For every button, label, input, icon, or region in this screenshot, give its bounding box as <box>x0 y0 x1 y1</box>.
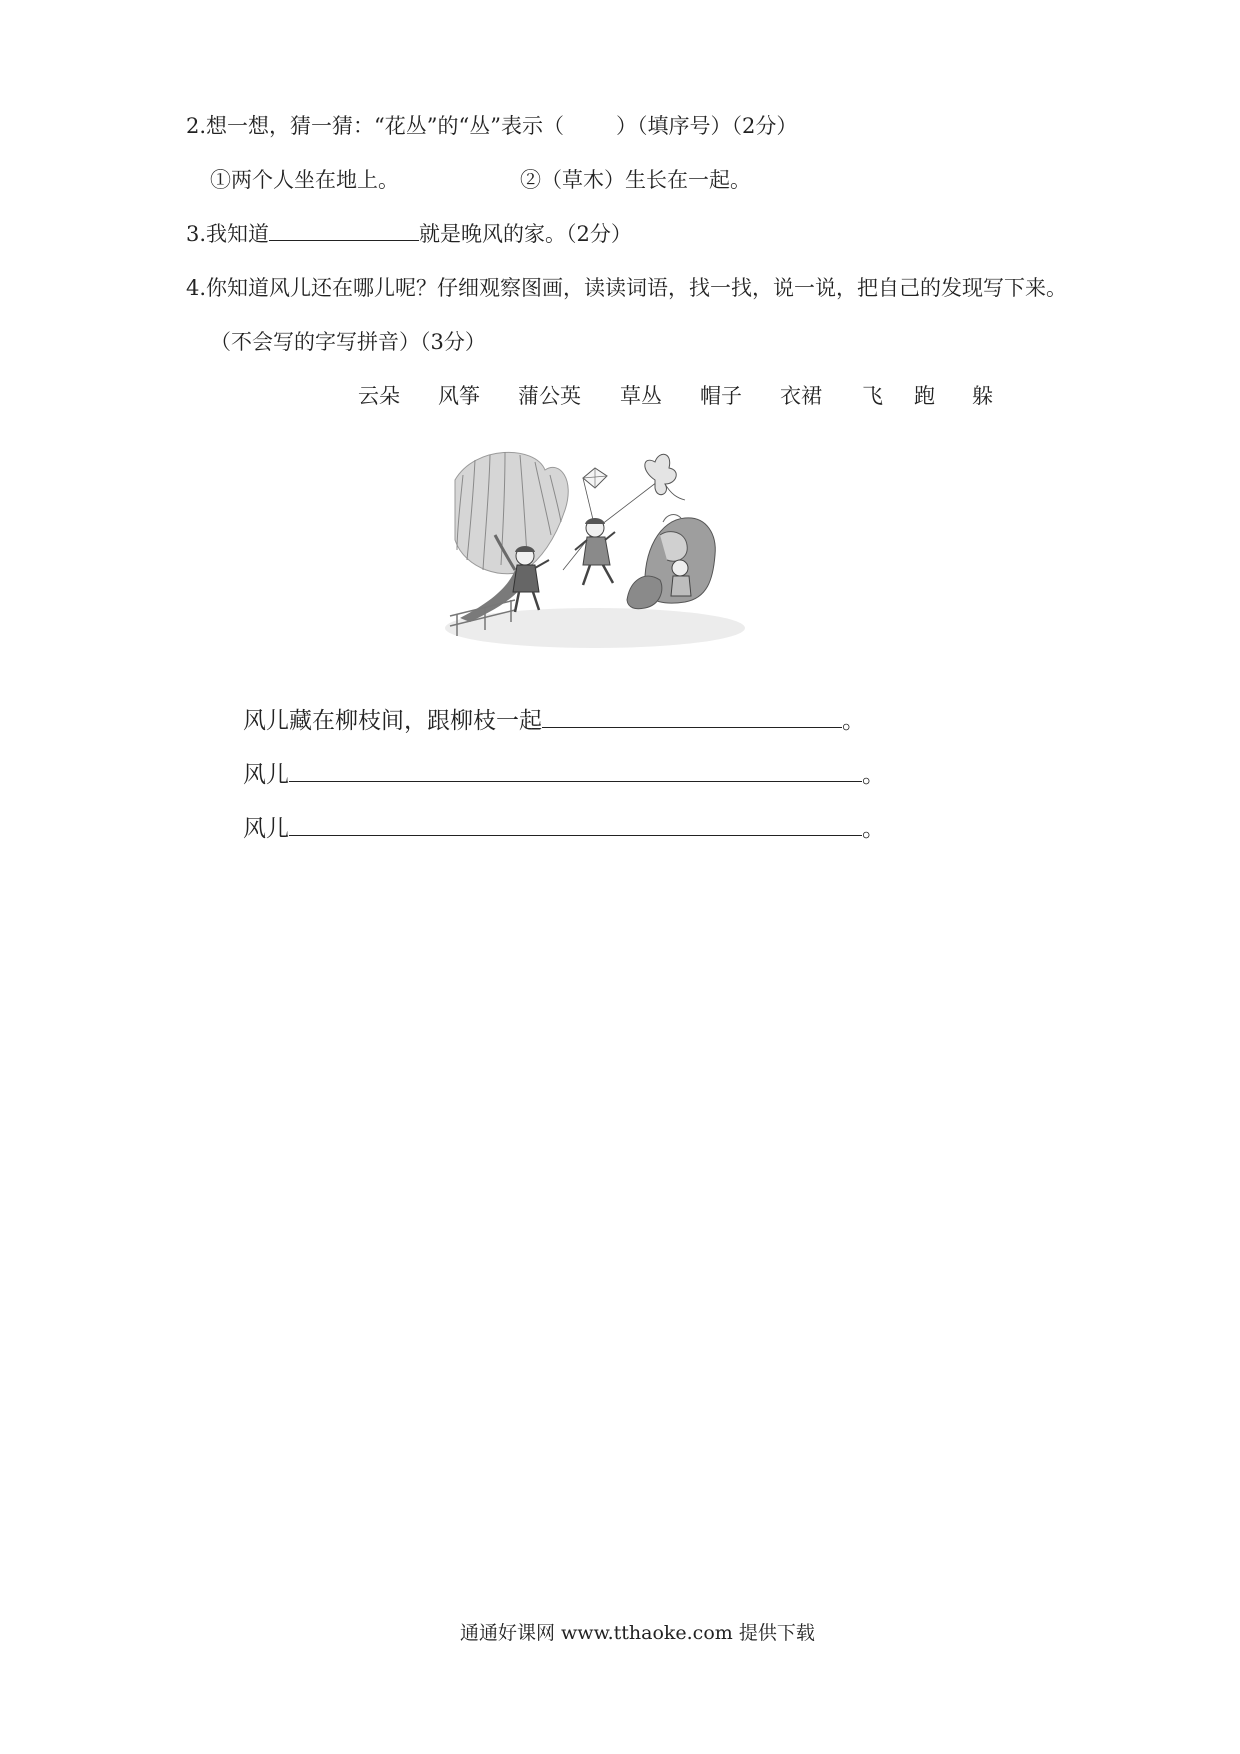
q4-stem: 4.你知道风儿还在哪儿呢？仔细观察图画，读读词语，找一找，说一说，把自己的发现写下来。 <box>186 276 1068 300</box>
q2-option-2: ②（草木）生长在一起。 <box>520 168 751 192</box>
q3-after: 就是晚风的家。（2分） <box>419 222 632 246</box>
q2-option-1: ①两个人坐在地上。 <box>210 168 399 192</box>
answer-line-1 <box>243 702 865 735</box>
answer-1-prefix: 风儿藏在柳枝间，跟柳枝一起 <box>243 708 542 734</box>
word-item: 跑 <box>914 384 935 408</box>
q3-before: 3.我知道 <box>186 222 270 246</box>
word-item: 云朵 <box>358 384 400 408</box>
word-item: 风筝 <box>438 384 480 408</box>
answer-2-blank[interactable] <box>289 759 862 782</box>
answer-line-3 <box>243 810 885 843</box>
answer-3-blank[interactable] <box>289 813 862 836</box>
kite-flying-illustration <box>445 440 755 660</box>
word-item: 帽子 <box>700 384 742 408</box>
answer-1-blank[interactable] <box>542 705 842 728</box>
answer-3-prefix: 风儿 <box>243 816 289 842</box>
word-item: 衣裙 <box>780 384 822 408</box>
word-item: 蒲公英 <box>518 384 581 408</box>
word-item: 飞 <box>862 384 883 408</box>
word-item: 草丛 <box>620 384 662 408</box>
word-item: 躲 <box>972 384 993 408</box>
q4-note: （不会写的字写拼音）（3分） <box>210 330 486 354</box>
answer-2-end: 。 <box>862 762 885 788</box>
answer-3-end: 。 <box>862 816 885 842</box>
answer-line-2 <box>243 756 885 789</box>
q2-stem <box>186 110 797 140</box>
answer-1-end: 。 <box>842 708 865 734</box>
footer-text: 通通好课网 www.tthaoke.com 提供下载 <box>460 1622 815 1644</box>
q2-stem-b: ）（填序号）（2分） <box>615 114 798 138</box>
answer-2-prefix: 风儿 <box>243 762 289 788</box>
q3-line <box>186 218 632 248</box>
q2-stem-a: 2.想一想，猜一猜：“花丛”的“丛”表示（ <box>186 114 564 138</box>
q3-answer-blank[interactable] <box>269 218 419 241</box>
